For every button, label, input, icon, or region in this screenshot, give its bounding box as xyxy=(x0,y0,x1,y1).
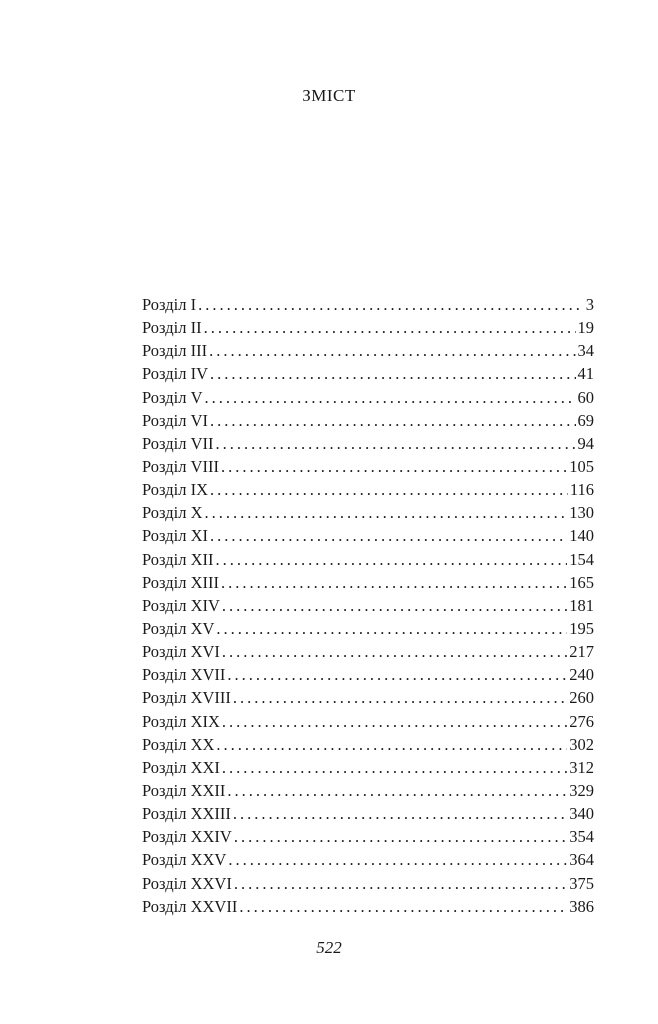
toc-entry-label: Розділ X xyxy=(142,503,203,523)
toc-entry xyxy=(142,293,594,316)
toc-entry xyxy=(142,432,594,455)
dot-leader xyxy=(210,362,576,385)
dot-leader xyxy=(222,594,567,617)
toc-entry-page: 375 xyxy=(569,873,594,893)
toc-entry-page: 140 xyxy=(569,526,594,546)
toc-entry xyxy=(142,779,594,802)
toc-entry-label: Розділ IX xyxy=(142,480,208,500)
dot-leader xyxy=(222,640,567,663)
toc-entry-page: 386 xyxy=(569,896,594,916)
toc-entry-label: Розділ III xyxy=(142,341,208,361)
dot-leader xyxy=(210,524,567,547)
toc-entry-page: 19 xyxy=(577,318,594,338)
toc-entry-page: 69 xyxy=(577,410,594,430)
toc-entry-label: Розділ XXI xyxy=(142,757,220,777)
dot-leader xyxy=(239,895,567,918)
toc-entry xyxy=(142,478,594,501)
dot-leader xyxy=(222,756,567,779)
toc-entry xyxy=(142,663,594,686)
toc-entry-page: 329 xyxy=(569,780,594,800)
toc-entry-page: 34 xyxy=(577,341,594,361)
table-of-contents xyxy=(142,293,594,918)
toc-entry xyxy=(142,686,594,709)
toc-entry-page: 3 xyxy=(585,295,594,314)
toc-entry xyxy=(142,386,594,409)
toc-entry-page: 94 xyxy=(577,433,594,453)
toc-entry-label: Розділ XV xyxy=(142,618,215,638)
dot-leader xyxy=(234,872,567,895)
toc-entry xyxy=(142,594,594,617)
dot-leader xyxy=(210,478,568,501)
toc-entry-label: Розділ XXV xyxy=(142,850,227,870)
toc-entry-label: Розділ XI xyxy=(142,526,208,546)
toc-entry-label: Розділ XXVI xyxy=(142,873,232,893)
dot-leader xyxy=(215,432,575,455)
dot-leader xyxy=(216,617,567,640)
toc-entry xyxy=(142,756,594,779)
toc-entry xyxy=(142,733,594,756)
toc-entry-label: Розділ I xyxy=(142,295,197,314)
dot-leader xyxy=(205,501,568,524)
toc-entry-page: 302 xyxy=(569,734,594,754)
toc-entry-label: Розділ IV xyxy=(142,364,208,384)
toc-entry-page: 41 xyxy=(577,364,594,384)
toc-entry-page: 181 xyxy=(569,595,594,615)
dot-leader xyxy=(204,316,576,339)
toc-entry-page: 312 xyxy=(569,757,594,777)
dot-leader xyxy=(221,455,567,478)
toc-entry xyxy=(142,825,594,848)
page-number: 522 xyxy=(316,938,342,957)
toc-entry xyxy=(142,617,594,640)
toc-entry-page: 217 xyxy=(569,642,594,662)
dot-leader xyxy=(234,825,567,848)
toc-entry xyxy=(142,455,594,478)
toc-entry xyxy=(142,501,594,524)
toc-entry xyxy=(142,710,594,733)
dot-leader xyxy=(228,848,567,871)
toc-entry-page: 60 xyxy=(577,387,594,407)
dot-leader xyxy=(209,339,575,362)
toc-entry-label: Розділ XXIV xyxy=(142,827,232,847)
toc-entry xyxy=(142,802,594,825)
toc-entry-page: 195 xyxy=(569,618,594,638)
toc-entry-page: 240 xyxy=(569,665,594,685)
toc-entry xyxy=(142,571,594,594)
toc-entry xyxy=(142,640,594,663)
toc-entry-page: 154 xyxy=(569,549,594,569)
toc-entry-label: Розділ XXVII xyxy=(142,896,238,916)
dot-leader xyxy=(215,548,567,571)
toc-entry-label: Розділ XVIII xyxy=(142,688,231,708)
toc-entry-label: Розділ XX xyxy=(142,734,215,754)
toc-entry-label: Розділ VIII xyxy=(142,456,219,476)
toc-entry-page: 260 xyxy=(569,688,594,708)
toc-entry xyxy=(142,316,594,339)
toc-entry-page: 130 xyxy=(569,503,594,523)
toc-entry-label: Розділ VI xyxy=(142,410,208,430)
toc-entry xyxy=(142,339,594,362)
toc-entry xyxy=(142,409,594,432)
dot-leader xyxy=(210,409,576,432)
dot-leader xyxy=(221,571,567,594)
toc-entry xyxy=(142,895,594,918)
dot-leader xyxy=(222,710,567,733)
toc-entry-label: Розділ XII xyxy=(142,549,214,569)
toc-entry-label: Розділ VII xyxy=(142,433,214,453)
dot-leader xyxy=(227,779,567,802)
toc-entry-page: 105 xyxy=(569,456,594,476)
toc-entry-label: Розділ XVII xyxy=(142,665,226,685)
toc-entry-page: 276 xyxy=(569,711,594,731)
toc-entry-page: 116 xyxy=(569,480,594,500)
toc-entry-page: 165 xyxy=(569,572,594,592)
toc-entry xyxy=(142,872,594,895)
toc-entry-label: Розділ V xyxy=(142,387,203,407)
toc-entry-label: Розділ XIV xyxy=(142,595,220,615)
toc-entry-label: Розділ XIX xyxy=(142,711,220,731)
dot-leader xyxy=(227,663,567,686)
toc-entry xyxy=(142,524,594,547)
toc-entry-page: 364 xyxy=(569,850,594,870)
toc-entry xyxy=(142,362,594,385)
toc-entry-page: 340 xyxy=(569,804,594,824)
toc-entry xyxy=(142,848,594,871)
dot-leader xyxy=(198,293,584,316)
dot-leader xyxy=(233,686,567,709)
dot-leader xyxy=(205,386,576,409)
toc-entry-label: Розділ XIII xyxy=(142,572,219,592)
toc-entry-label: Розділ XVI xyxy=(142,642,220,662)
dot-leader xyxy=(233,802,567,825)
dot-leader xyxy=(216,733,567,756)
toc-entry xyxy=(142,548,594,571)
page-title: ЗМІСТ xyxy=(302,86,356,105)
toc-entry-label: Розділ XXIII xyxy=(142,804,231,824)
toc-entry-label: Розділ II xyxy=(142,318,202,338)
toc-entry-page: 354 xyxy=(569,827,594,847)
toc-entry-label: Розділ XXII xyxy=(142,780,226,800)
